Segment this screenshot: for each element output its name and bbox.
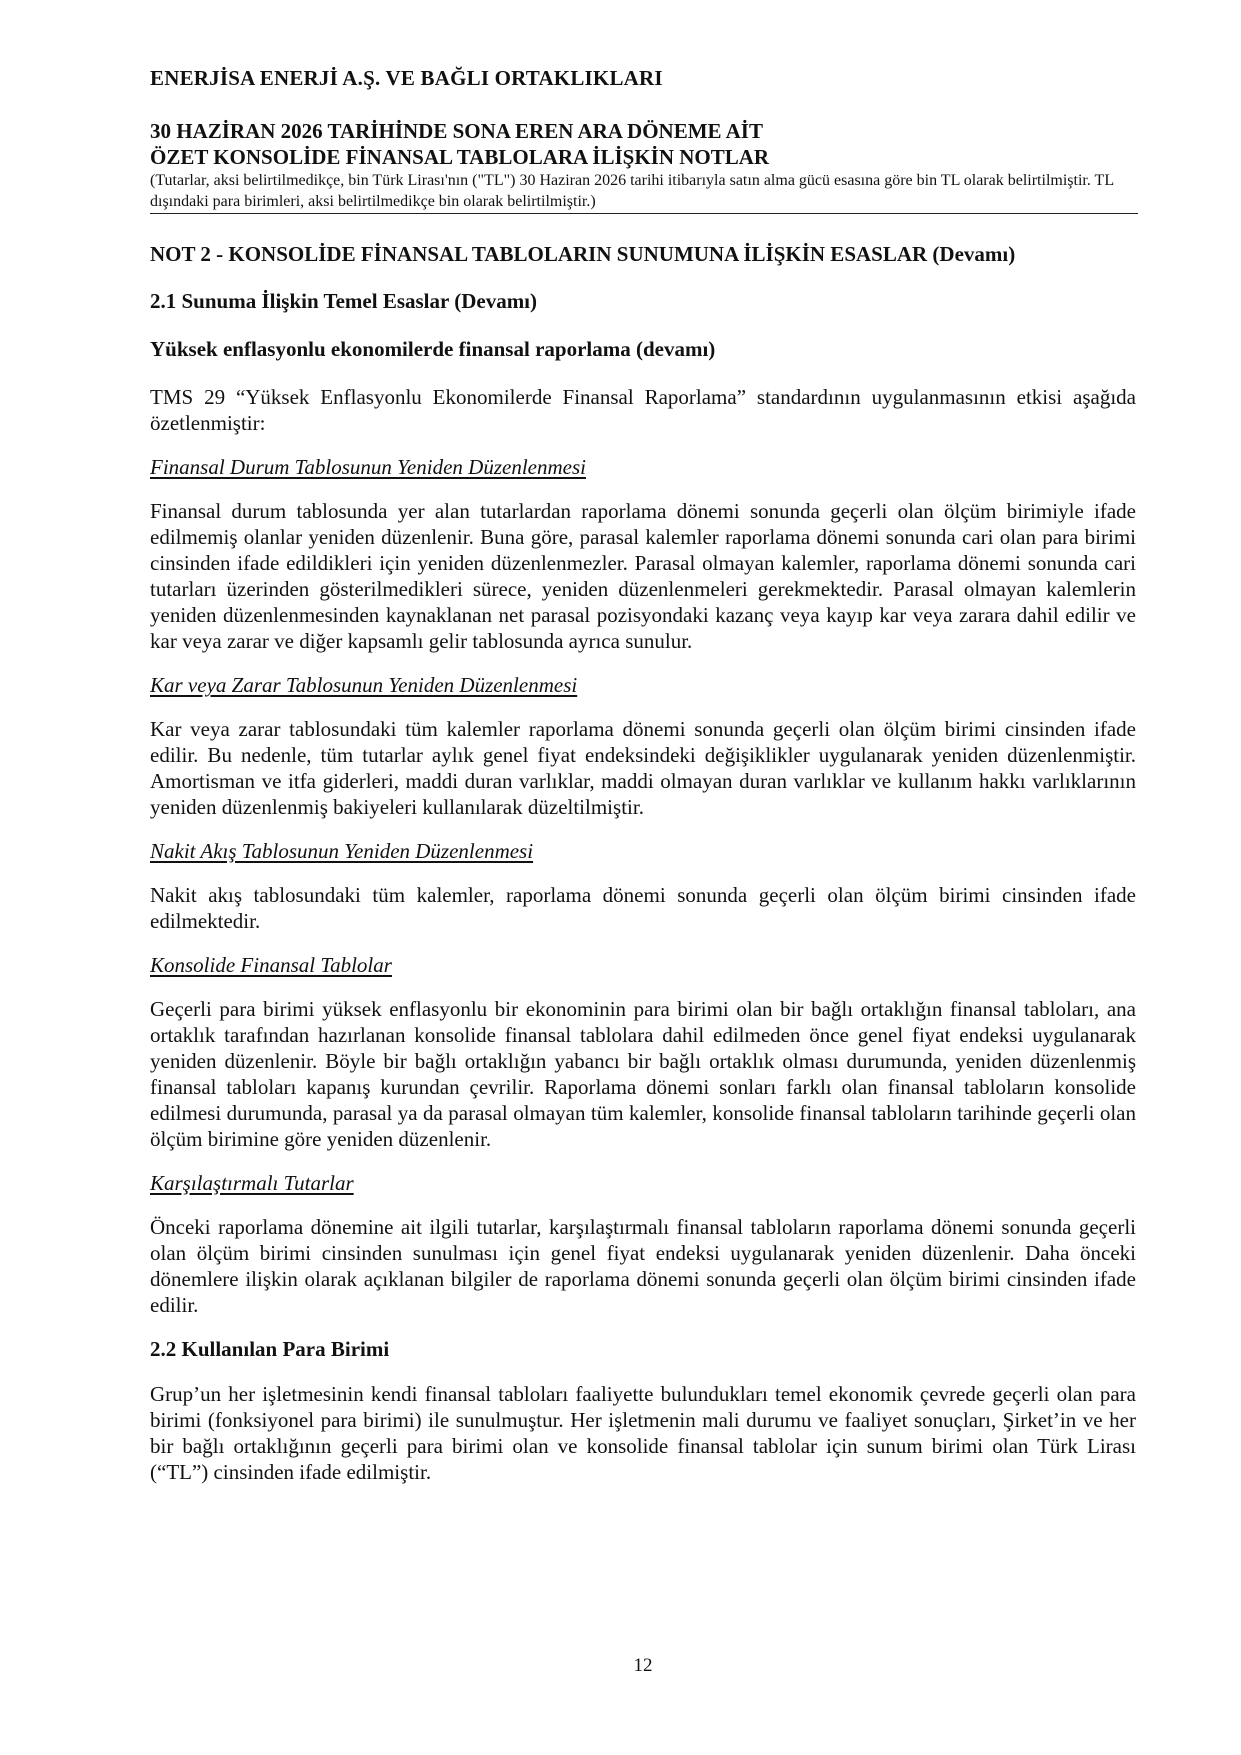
paragraph-cash-flow: Nakit akış tablosundaki tüm kalemler, raporlama dönemi sonunda geçerli olan ölçüm birimi cinsinden ifade edilmektedir. xyxy=(150,883,1136,933)
header-divider xyxy=(150,213,1138,214)
report-title-line2: ÖZET KONSOLİDE FİNANSAL TABLOLARA İLİŞKİN NOTLAR xyxy=(150,145,770,169)
sub-heading-consolidated: Konsolide Finansal Tablolar xyxy=(150,953,392,977)
sub-heading-financial-position: Finansal Durum Tablosunun Yeniden Düzenlenmesi xyxy=(150,455,586,479)
sub-heading-cash-flow: Nakit Akış Tablosunun Yeniden Düzenlenmesi xyxy=(150,839,534,863)
paragraph-comparative: Önceki raporlama dönemine ait ilgili tutarlar, karşılaştırmalı finansal tabloların raporlama dönemi sonunda geçerli olan ölçüm birimi cinsinden sunulması için genel fiyat endeksi uygulanarak yeniden düzenlenir. Daha önceki dönemlere ilişkin olarak açıklanan bilgiler de raporlama dönemi sonunda geçerli olan ölçüm birimi cinsinden ifade edilir. xyxy=(150,1215,1136,1317)
paragraph-consolidated: Geçerli para birimi yüksek enflasyonlu bir ekonominin para birimi olan bir bağlı ortaklığın finansal tabloları, ana ortaklık tarafından hazırlanan konsolide finansal tablolara dahil edilmeden önce genel fiyat endeksi uygulanarak yeniden düzenlenir. Böyle bir bağlı ortaklığın yabancı bir bağlı ortaklık olması durumunda, yeniden düzenlenmiş finansal tabloları kapanış kurundan çevrilir. Raporlama dönemi sonları farklı olan finansal tabloların konsolide edilmesi durumunda, parasal ya da parasal olmayan tüm kalemler, konsolide finansal tabloların tarihinde geçerli olan ölçüm birimine göre yeniden düzenlenir. xyxy=(150,997,1136,1151)
amounts-note: (Tutarlar, aksi belirtilmedikçe, bin Türk Lirası'nın ("TL") 30 Haziran 2026 tarihi itibarıyla satın alma gücü esasına göre bin TL olarak belirtilmiştir. TL dışındaki para birimleri, aksi belirtilmedikçe bin olarak belirtilmiştir.) xyxy=(150,172,1114,210)
report-title-line1: 30 HAZİRAN 2026 TARİHİNDE SONA EREN ARA DÖNEME AİT xyxy=(150,119,763,143)
note-title: NOT 2 - KONSOLİDE FİNANSAL TABLOLARIN SUNUMUNA İLİŞKİN ESASLAR (Devamı) xyxy=(150,242,1016,266)
page-content xyxy=(150,241,1136,1503)
company-name: ENERJİSA ENERJİ A.Ş. VE BAĞLI ORTAKLIKLARI xyxy=(150,66,663,90)
sub-heading-comparative: Karşılaştırmalı Tutarlar xyxy=(150,1171,354,1195)
sub-heading-profit-loss: Kar veya Zarar Tablosunun Yeniden Düzenlenmesi xyxy=(150,673,578,697)
section-heading-2-1: 2.1 Sunuma İlişkin Temel Esaslar (Devamı) xyxy=(150,289,538,313)
intro-paragraph: TMS 29 “Yüksek Enflasyonlu Ekonomilerde Finansal Raporlama” standardının uygulanmasının etkisi aşağıda özetlenmiştir: xyxy=(150,385,1136,435)
paragraph-profit-loss: Kar veya zarar tablosundaki tüm kalemler raporlama dönemi sonunda geçerli olan ölçüm birimi cinsinden ifade edilir. Bu nedenle, tüm tutarlar aylık genel fiyat endeksindeki değişiklikler uygulanarak yeniden düzenlenmiştir. Amortisman ve itfa giderleri, maddi duran varlıklar, maddi olmayan duran varlıklar ve kullanım hakkı varlıklarının yeniden düzenlenmiş bakiyeleri kullanılarak düzeltilmiştir. xyxy=(150,717,1136,819)
page-number: 12 xyxy=(633,1655,653,1676)
paragraph-currency: Grup’un her işletmesinin kendi finansal tabloları faaliyette bulundukları temel ekonomik çevrede geçerli olan para birimi (fonksiyonel para birimi) ile sunulmuştur. Her işletmenin mali durumu ve faaliyet sonuçları, Şirket’in ve her bir bağlı ortaklığının geçerli para birimi olan ve konsolide finansal tablolar için sunum birimi olan Türk Lirası (“TL”) cinsinden ifade edilmiştir. xyxy=(150,1382,1136,1484)
section-heading-2-2: 2.2 Kullanılan Para Birimi xyxy=(150,1337,390,1361)
paragraph-financial-position: Finansal durum tablosunda yer alan tutarlardan raporlama dönemi sonunda geçerli olan ölçüm birimiyle ifade edilmemiş olanlar yeniden düzenlenir. Buna göre, parasal kalemler raporlama dönemi sonunda cari olan para birimi cinsinden ifade edildikleri için yeniden düzenlenmezler. Parasal olmayan kalemler, raporlama dönemi sonunda cari tutarları üzerinden gösterilmedikleri sürece, yeniden düzenlenmeleri gerekmektedir. Parasal olmayan kalemlerin yeniden düzenlenmesinden kaynaklanan net parasal pozisyondaki kazanç veya kayıp kar veya zarara dahil edilir ve kar veya zarar ve diğer kapsamlı gelir tablosunda ayrıca sunulur. xyxy=(150,499,1136,653)
subsection-heading: Yüksek enflasyonlu ekonomilerde finansal raporlama (devamı) xyxy=(150,337,716,361)
